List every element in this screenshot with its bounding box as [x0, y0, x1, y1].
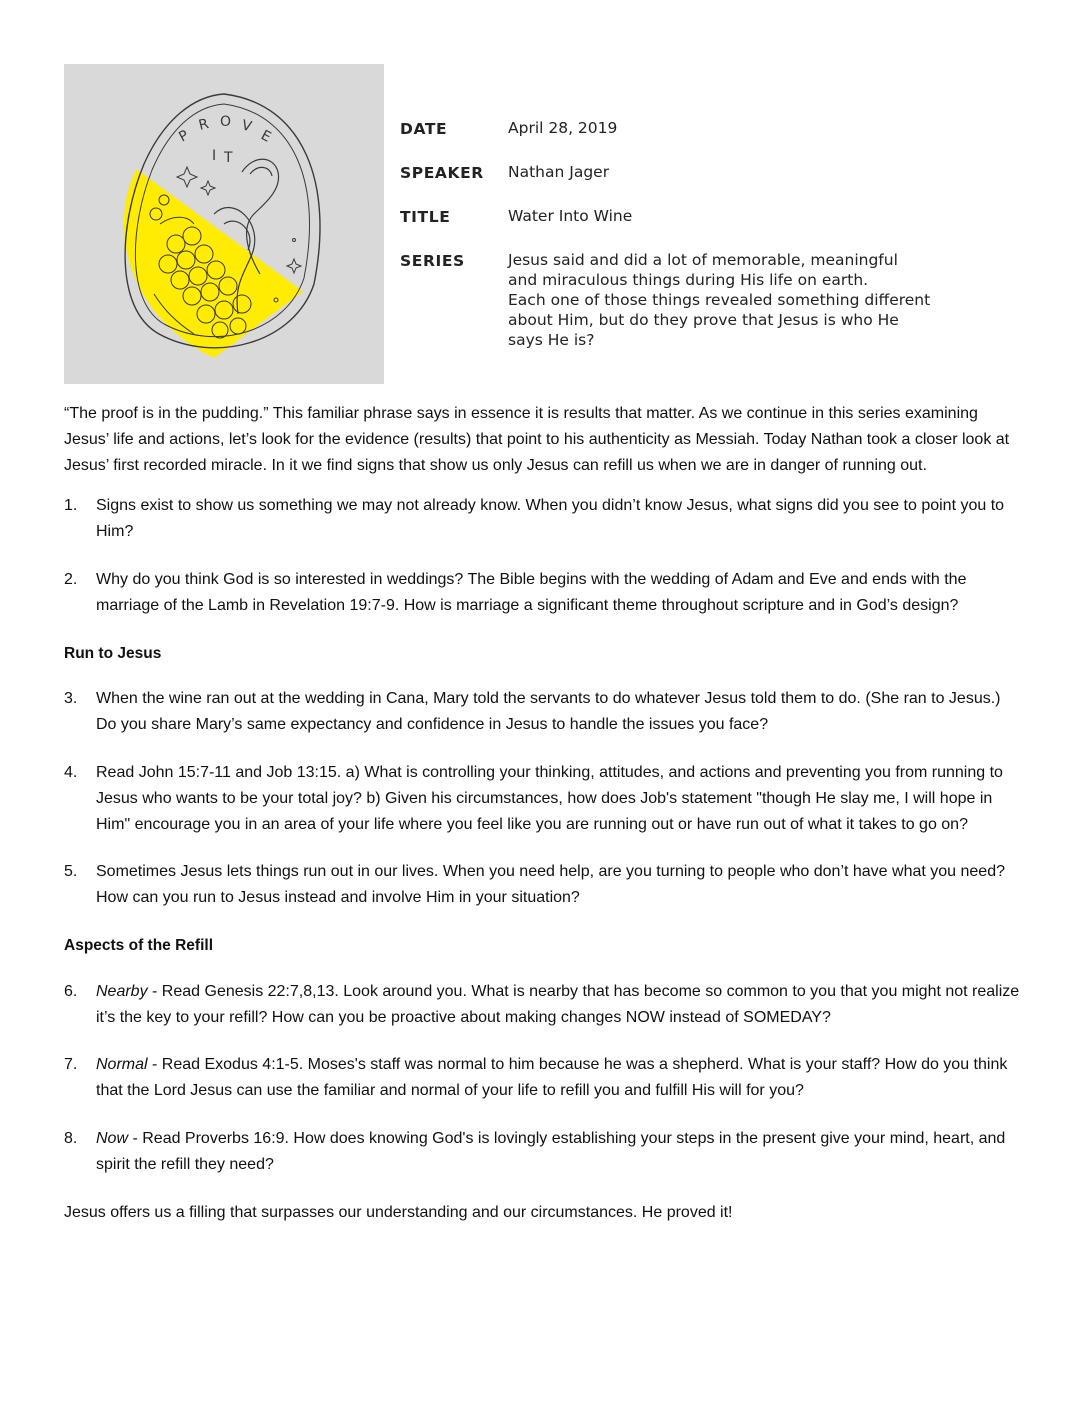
svg-text:V: V [240, 117, 256, 136]
sermon-meta [400, 118, 1020, 372]
svg-text:R: R [197, 115, 213, 134]
question-number: 8. [64, 1129, 78, 1147]
date-value: April 28, 2019 [508, 119, 618, 137]
question-item [64, 859, 1024, 911]
series-label: SERIES [400, 252, 465, 270]
speaker-value: Nathan Jager [508, 163, 610, 181]
question-text: Why do you think God is so interested in weddings? The Bible begins with the wedding of Adam and Eve and ends with the marriage of the Lamb in Revelation 19:7-9. How is marriage a significant theme throughout scripture and in God’s design? [96, 570, 967, 614]
question-number: 5. [64, 863, 78, 881]
series-artwork [64, 64, 384, 384]
question-number: 1. [64, 497, 78, 515]
prove-it-artwork-image [64, 64, 384, 384]
date-label: DATE [400, 120, 448, 138]
question-body: - Read Genesis 22:7,8,13. Look around you. What is nearby that has become so common to you that you might not realize it’s the key to your refill? How can you be proactive about making changes NOW instead of SOMEDAY? [96, 982, 1020, 1026]
question-text [96, 979, 1024, 1031]
question-lead-word: Normal [96, 1056, 148, 1074]
meta-speaker-row [400, 162, 1020, 184]
question-list-1 [64, 493, 1024, 618]
question-item [64, 1126, 1024, 1178]
question-item [64, 686, 1024, 738]
question-list-3 [64, 979, 1024, 1178]
question-text [96, 1052, 1024, 1104]
svg-text:O: O [220, 114, 234, 130]
svg-text:T: T [224, 150, 235, 166]
question-lead-word: Nearby [96, 982, 148, 1000]
title-value: Water Into Wine [508, 207, 633, 225]
study-guide-body [64, 401, 1024, 1225]
question-text: When the wine ran out at the wedding in Cana, Mary told the servants to do whatever Jesus told them to do. (She ran to Jesus.) Do you share Mary’s same expectancy and confidence in Jesus to handle the issues you face? [96, 690, 1001, 734]
question-lead-word: Now [96, 1129, 129, 1147]
intro-paragraph: “The proof is in the pudding.” This familiar phrase says in essence it is results that matter. As we continue in this series examining Jesus’ life and actions, let’s look for the evidence (results) that point to his authenticity as Messiah. Today Nathan took a closer look at Jesus’ first recorded miracle. In it we find signs that show us only Jesus can refill us when we are in danger of running out. [64, 405, 1010, 474]
title-label: TITLE [400, 208, 451, 226]
question-text: Signs exist to show us something we may not already know. When you didn’t know Jesus, what signs did you see to point you to Him? [96, 497, 1005, 541]
svg-text:P: P [176, 126, 194, 146]
question-list-2 [64, 686, 1024, 911]
speaker-label: SPEAKER [400, 164, 484, 182]
question-text: Sometimes Jesus lets things run out in our lives. When you need help, are you turning to people who don’t have what you need? How can you run to Jesus instead and involve Him in your situation? [96, 863, 1005, 907]
section-heading-run-to-jesus: Run to Jesus [64, 644, 162, 662]
question-number: 4. [64, 763, 78, 781]
question-text [96, 1126, 1024, 1178]
closing-paragraph: Jesus offers us a filling that surpasses our understanding and our circumstances. He proved it! [64, 1203, 733, 1221]
question-number: 3. [64, 690, 78, 708]
question-item [64, 567, 1024, 619]
question-number: 2. [64, 570, 78, 588]
question-number: 6. [64, 982, 78, 1000]
section-heading-aspects-of-refill: Aspects of the Refill [64, 936, 213, 954]
question-item [64, 1052, 1024, 1104]
question-item [64, 760, 1024, 837]
question-body: - Read Proverbs 16:9. How does knowing God's is lovingly establishing your steps in the present give your mind, heart, and spirit the refill they need? [96, 1129, 1006, 1173]
question-body: - Read Exodus 4:1-5. Moses's staff was normal to him because he was a shepherd. What is your staff? How do you think that the Lord Jesus can use the familiar and normal of your life to refill you and fulfill His will for you? [96, 1056, 1008, 1100]
meta-series-row [400, 250, 1020, 350]
question-item [64, 493, 1024, 545]
series-value: Jesus said and did a lot of memorable, meaningful and miraculous things during His life on earth. Each one of those things revealed something different about Him, but do they prove that Jesus is who He says He is? [508, 251, 931, 349]
question-text: Read John 15:7-11 and Job 13:15. a) What is controlling your thinking, attitudes, and actions and preventing you from running to Jesus who wants to be your total joy? b) Given his circumstances, how does Job's statement "though He slay me, I will hope in Him" encourage you in an area of your life where you feel like you are running out or have run out of what it takes to go on? [96, 763, 1003, 833]
meta-date-row [400, 118, 1020, 140]
question-item [64, 979, 1024, 1031]
svg-text:I: I [212, 148, 219, 164]
meta-title-row [400, 206, 1020, 228]
svg-text:E: E [258, 127, 276, 147]
question-number: 7. [64, 1056, 78, 1074]
